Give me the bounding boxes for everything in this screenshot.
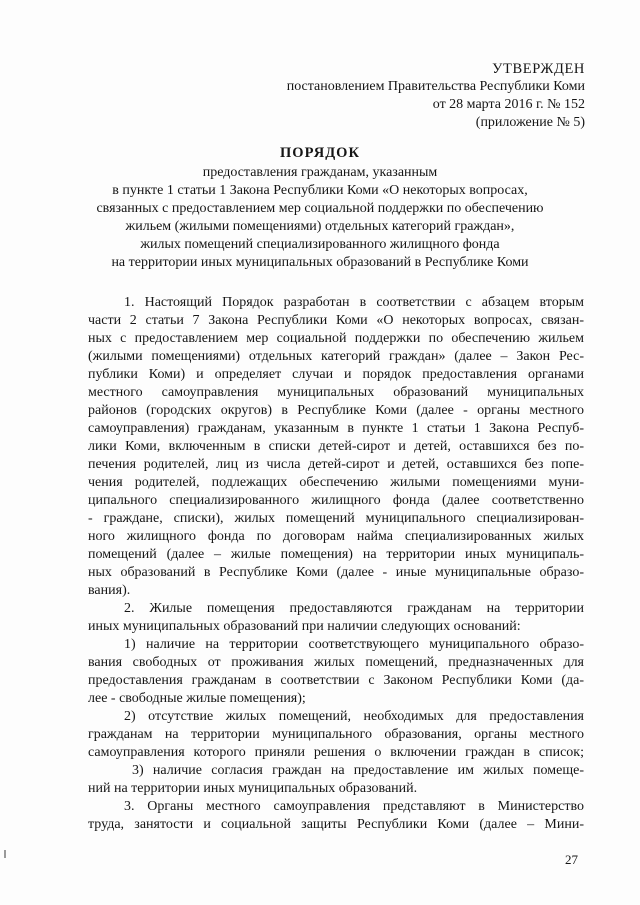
approval-resolution: постановлением Правительства Республики Коми — [286, 79, 585, 94]
approval-stamp — [225, 60, 585, 132]
paragraph-1-line: районов (городских округов) в Республике Коми (далее - органы местного — [88, 403, 584, 418]
paragraph-3-line: 3. Органы местного самоуправления представляют в Министерство — [124, 799, 584, 814]
scan-edge-mark — [4, 850, 6, 858]
item-2-line: гражданам на территории муниципального образования, органы местного — [88, 727, 584, 742]
paragraph-1-line: чения родителей, подлежащих обеспечению жилыми помещениями муни- — [88, 475, 584, 490]
item-1-line: вания свободных от проживания жилых помещений, предназначенных для — [88, 655, 584, 670]
title-line: в пункте 1 статьи 1 Закона Республики Коми «О некоторых вопросах, — [112, 183, 528, 198]
title-line: жильем (жилыми помещениями) отдельных категорий граждан», — [125, 219, 515, 234]
paragraph-1-line: ципального специализированного жилищного фонда (далее соответственно — [88, 493, 584, 508]
item-1-line: предоставления гражданам в соответствии с Законом Республики Коми (да- — [88, 673, 584, 688]
page-number: 27 — [565, 852, 578, 867]
paragraph-1-line: вания). — [88, 583, 131, 598]
paragraph-2-line: иных муниципальных образований при наличии следующих оснований: — [88, 619, 521, 634]
paragraph-1-line: местного самоуправления муниципальных образований муниципальных — [88, 385, 584, 400]
paragraph-1-line: части 2 статьи 7 Закона Республики Коми «О некоторых вопросах, связан- — [88, 313, 584, 328]
paragraph-1-line: ных с предоставлением мер социальной поддержки по обеспечению жильем — [88, 331, 584, 346]
paragraph-1-line: ного жилищного фонда по договорам найма специализированных жилых — [88, 529, 584, 544]
approval-date: от 28 марта 2016 г. № 152 — [432, 97, 585, 112]
item-2-line: 2) отсутствие жилых помещений, необходимых для предоставления — [124, 709, 584, 724]
item-2-line: самоуправления которого приняли решения о включении граждан в список; — [88, 745, 584, 760]
item-1-line: лее - свободные жилые помещения); — [88, 691, 306, 706]
paragraph-1-line: (жилыми помещениями) отдельных категорий граждан» (далее – Закон Рес- — [88, 349, 584, 364]
item-3-line: 3) наличие согласия граждан на предоставление им жилых помеще- — [132, 763, 584, 778]
title-line: предоставления гражданам, указанным — [202, 165, 438, 180]
paragraph-2-line: 2. Жилые помещения предоставляются гражданам на территории — [124, 601, 584, 616]
paragraph-3-line: труда, занятости и социальной защиты Республики Коми (далее – Мини- — [88, 817, 584, 832]
paragraph-1-line: лики Коми, включенным в списки детей-сирот и детей, оставшихся без по- — [88, 439, 584, 454]
paragraph-1-line: ных образований в Республике Коми (далее - иные муниципальные образо- — [88, 565, 584, 580]
title-line: жилых помещений специализированного жилищного фонда — [140, 237, 500, 252]
paragraph-1-line: самоуправления) гражданам, указанным в пункте 1 статьи 1 Закона Респуб- — [88, 421, 584, 436]
paragraph-1-line: - граждане, списки), жилых помещений муниципального специализирован- — [88, 511, 584, 526]
approval-appendix: (приложение № 5) — [475, 115, 585, 130]
title-line: связанных с предоставлением мер социальной поддержки по обеспечению — [96, 201, 544, 216]
item-3-line: ний на территории иных муниципальных образований. — [88, 781, 418, 796]
approval-title: УТВЕРЖДЕН — [492, 61, 585, 77]
title-heading: ПОРЯДОК — [280, 145, 360, 161]
paragraph-1-line: 1. Настоящий Порядок разработан в соответствии с абзацем вторым — [124, 295, 584, 310]
paragraph-1-line: печения родителей, лиц из числа детей-сирот и детей, оставшихся без попе- — [88, 457, 584, 472]
title-line: на территории иных муниципальных образований в Республике Коми — [111, 255, 529, 270]
document-body — [88, 294, 584, 834]
item-1-line: 1) наличие на территории соответствующего муниципального образо- — [124, 637, 584, 652]
paragraph-1-line: помещений (далее – жилые помещения) на территории иных муниципаль- — [88, 547, 584, 562]
paragraph-1-line: публики Коми) и определяет случаи и порядок предоставления органами — [88, 367, 584, 382]
document-title — [60, 144, 580, 272]
